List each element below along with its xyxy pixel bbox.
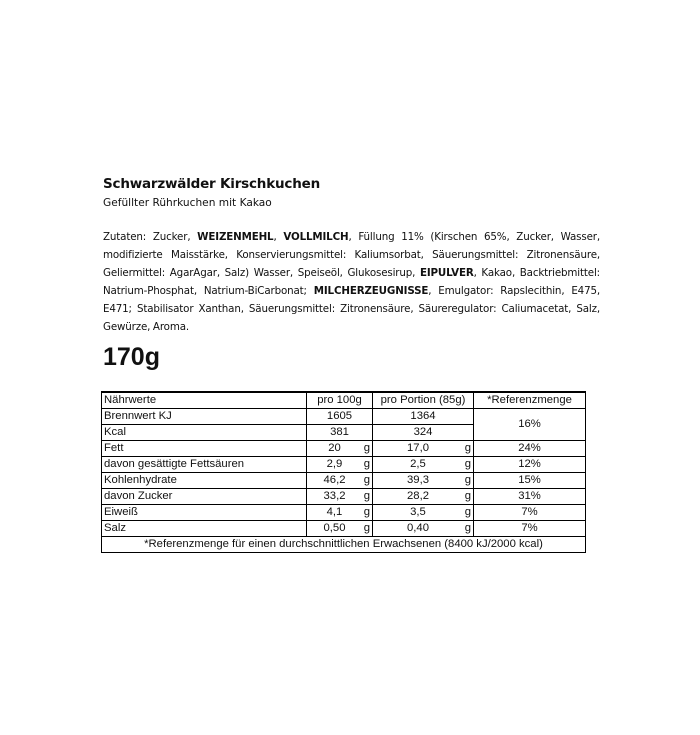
- header-portion: pro Portion (85g): [373, 392, 474, 409]
- nutrient-reference: 31%: [474, 489, 586, 505]
- nutrient-row: [102, 457, 586, 473]
- nutrient-portion-unit: g: [464, 474, 471, 486]
- nutrient-portion: [373, 521, 474, 537]
- nutrient-portion-unit: g: [464, 490, 471, 502]
- energy-kcal-portion: 324: [373, 425, 474, 441]
- nutrient-per100: [307, 457, 373, 473]
- nutrient-row: [102, 489, 586, 505]
- nutrition-table: [101, 391, 586, 553]
- nutrient-per100: [307, 505, 373, 521]
- nutrient-row: [102, 521, 586, 537]
- nutrient-row: [102, 441, 586, 457]
- nutrient-per100: [307, 473, 373, 489]
- allergen-text: VOLLMILCH: [283, 231, 349, 243]
- header-per100: pro 100g: [307, 392, 373, 409]
- nutrient-row: [102, 505, 586, 521]
- nutrient-portion-value: 28,2: [407, 490, 429, 502]
- nutrient-per100-value: 33,2: [323, 490, 346, 502]
- nutrient-portion-value: 39,3: [407, 474, 429, 486]
- nutrient-portion-value: 0,40: [407, 522, 429, 534]
- nutrient-portion-unit: g: [464, 522, 471, 534]
- nutrient-portion-unit: g: [464, 506, 471, 518]
- nutrient-portion: [373, 505, 474, 521]
- nutrient-per100-unit: g: [363, 490, 370, 502]
- energy-kj-row: [102, 409, 586, 425]
- nutrient-reference: 15%: [474, 473, 586, 489]
- nutrient-per100-unit: g: [363, 474, 370, 486]
- nutrient-portion-unit: g: [464, 442, 471, 454]
- nutrient-portion: [373, 473, 474, 489]
- nutrient-portion: [373, 441, 474, 457]
- nutrient-per100-unit: g: [363, 458, 370, 470]
- ingredient-text: Zutaten: Zucker,: [103, 231, 198, 243]
- allergen-text: WEIZENMEHL: [197, 231, 274, 243]
- ingredient-text: , Kakao, Backtriebmittel: Natrium-Phosphat, Natrium-BiCarbonat;: [103, 267, 600, 297]
- product-subtitle: Gefüllter Rührkuchen mit Kakao: [103, 197, 272, 209]
- nutrient-portion-value: 3,5: [410, 506, 426, 518]
- energy-kcal-label: Kcal: [102, 425, 307, 441]
- nutrient-portion: [373, 489, 474, 505]
- nutrient-reference: 7%: [474, 505, 586, 521]
- nutrient-portion-unit: g: [464, 458, 471, 470]
- header-name: Nährwerte: [102, 392, 307, 409]
- nutrient-per100: [307, 521, 373, 537]
- nutrient-per100-value: 4,1: [326, 506, 343, 518]
- footnote-row: [102, 537, 586, 553]
- nutrient-name: Eiweiß: [102, 505, 307, 521]
- energy-kj-label: Brennwert KJ: [102, 409, 307, 425]
- nutrient-per100-unit: g: [363, 506, 370, 518]
- ingredient-text: ,: [273, 231, 284, 243]
- nutrient-name: Salz: [102, 521, 307, 537]
- nutrient-name: davon gesättigte Fettsäuren: [102, 457, 307, 473]
- nutrient-per100: [307, 441, 373, 457]
- nutrient-reference: 7%: [474, 521, 586, 537]
- nutrient-per100-value: 0,50: [323, 522, 346, 534]
- ingredient-text: , Füllung 11% (Kirschen 65%, Zucker, Wasser, modifizierte Maisstärke, Konservierungsmittel: Kaliumsorbat, Säuerungsmittel: Zitronensäure, Geliermittel: AgarAgar, Salz) Wasser, Speiseöl, Glukosesirup,: [103, 231, 600, 279]
- reference-footnote: *Referenzmenge für einen durchschnittlichen Erwachsenen (8400 kJ/2000 kcal): [102, 537, 586, 553]
- energy-kj-per100: 1605: [307, 409, 373, 425]
- nutrient-per100-unit: g: [363, 442, 370, 454]
- nutrient-reference: 12%: [474, 457, 586, 473]
- product-title: Schwarzwälder Kirschkuchen: [103, 176, 320, 192]
- nutrient-per100-value: 20: [328, 442, 341, 454]
- nutrient-name: davon Zucker: [102, 489, 307, 505]
- nutrient-row: [102, 473, 586, 489]
- nutrition-header-row: [102, 392, 586, 409]
- energy-kj-portion: 1364: [373, 409, 474, 425]
- nutrient-name: Kohlenhydrate: [102, 473, 307, 489]
- energy-reference: 16%: [474, 409, 586, 441]
- header-reference: *Referenzmenge: [474, 392, 586, 409]
- ingredient-text: , Emulgator: Rapslecithin, E475, E471; Stabilisator Xanthan, Säuerungsmittel: Zitronensäure, Säureregulator: Caliumacetat, Salz, Gewürze, Aroma.: [103, 285, 600, 333]
- nutrient-per100-value: 2,9: [326, 458, 343, 470]
- nutrient-per100: [307, 489, 373, 505]
- nutrient-portion-value: 2,5: [410, 458, 426, 470]
- nutrient-portion: [373, 457, 474, 473]
- allergen-text: MILCHERZEUGNISSE: [313, 285, 429, 297]
- energy-kcal-per100: 381: [307, 425, 373, 441]
- nutrient-per100-unit: g: [363, 522, 370, 534]
- nutrient-portion-value: 17,0: [407, 442, 429, 454]
- net-weight: 170g: [103, 343, 160, 371]
- nutrient-per100-value: 46,2: [323, 474, 346, 486]
- nutrient-reference: 24%: [474, 441, 586, 457]
- allergen-text: EIPULVER: [419, 267, 474, 279]
- ingredients-list: [103, 228, 600, 336]
- nutrient-name: Fett: [102, 441, 307, 457]
